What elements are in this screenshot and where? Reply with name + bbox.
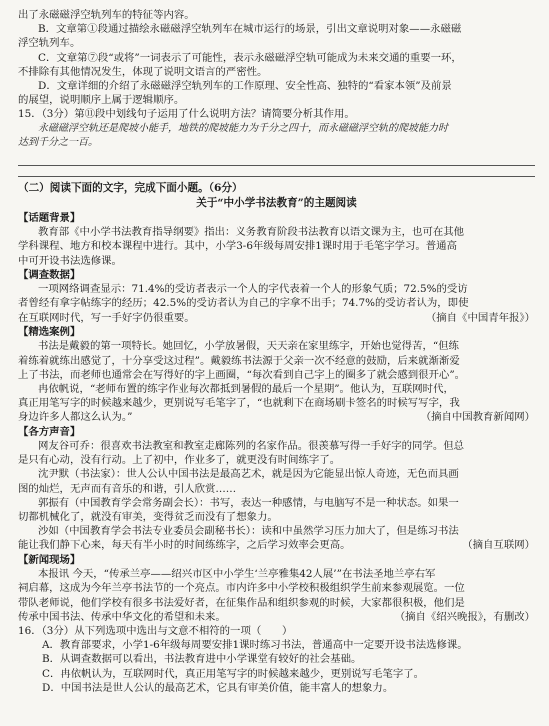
text-line: 出了永磁磁浮空轨列车的特征等内容。 <box>18 9 195 21</box>
text-span: 在互联网时代，写一手好字仍很重要。 <box>18 311 195 324</box>
option-c-line: C．文章第⑦段“或将”一词表示了可能性，表示永磁磁浮空轨可能成为未来交通的重要一环， <box>38 51 462 64</box>
handwritten-answer: 达到千分之一百。 <box>18 136 98 148</box>
text-span: 传承中国书法、传承中华文化的希望和未来。 <box>18 610 226 623</box>
option-c[interactable]: C．冉依帆认为，互联网时代，真正用笔写字的时候越来越少，更别说写毛笔字了。 <box>42 667 425 680</box>
option-d-line: 的展望，说明顺序上属于逻辑顺序。 <box>18 94 185 107</box>
text-line: 切都机械化了，就没有审美，变得贫乏而没有了想象力。 <box>18 511 278 524</box>
option-c-line: 不排除有其他情况发生，体现了说明文语言的严密性。 <box>18 65 268 78</box>
source-citation: （摘自《中国青年报》） <box>425 311 535 324</box>
source-citation: （摘自中国教育新闻网） <box>420 411 535 424</box>
section-label: 【新闻现场】 <box>18 553 81 566</box>
text-line: 图的灿烂，无声而有音乐的和谐，引人欣赏…… <box>18 482 237 495</box>
text-line: 冉依帆说，“老师布置的练字作业每次都抵到暑假的最后一个星期”。他认为，互联网时代， <box>38 382 454 395</box>
text-line: 中可开设书法选修课。 <box>18 254 122 267</box>
answer-rule <box>18 150 535 166</box>
text-line <box>18 538 535 552</box>
text-line: 网友谷可乔：很喜欢书法教室和教室走廊陈列的名家作品。很羡慕写得一手好字的同学。但总 <box>38 440 465 453</box>
reading-title: 关于“中小学书法教育”的主题阅读 <box>196 196 357 209</box>
option-d-line: D．文章详细的介绍了永磁磁浮空轨列车的工作原理、安全性高、独特的“看家本领”及前景 <box>38 80 452 93</box>
question-15: 15．（3分）第⑪段中划线句子运用了什么说明方法？请简要分析其作用。 <box>18 108 355 121</box>
section-label: 【精选案例】 <box>18 325 81 338</box>
text-line: 祠启幕，这成为今年兰亭书法节的一个亮点。市内许多中小学校积极组织学生前来参观展览。一位 <box>18 582 465 595</box>
text-line <box>18 311 535 325</box>
question-16: 16．（3分）从下列选项中选出与文意不相符的一项（ ） <box>18 625 293 637</box>
source-citation: （摘自《绍兴晚报》，有删改） <box>394 610 535 623</box>
text-line <box>18 610 535 624</box>
text-line: 书法是戴毅的第一项特长。她回忆，小学放暑假，天天亲在家里练字，开始也觉得苦，“但练 <box>38 340 459 353</box>
source-citation: （摘自互联网） <box>462 539 535 552</box>
option-a[interactable]: A．教育部要求，小学1-6年级每周要安排1课时练习书法，普通高中一定要开设书法选修课。 <box>42 639 468 652</box>
text-line <box>18 410 535 424</box>
text-line: 一项网络调查显示：71.4%的受访者表示一个人的字代表着一个人的形象气质；72.5%的受访 <box>38 283 468 296</box>
text-line: 沙如（中国教育学会书法专业委员会副秘书长）：读和中虽然学习压力加大了，但是练习书法 <box>38 525 459 538</box>
section-label: 【话题背景】 <box>18 211 81 224</box>
part2-heading: （二）阅读下面的文字，完成下面小题。（6分） <box>18 181 243 194</box>
text-line: 郭振有（中国教育学会常务副会长）：书写，表达一种感情，与电脑写不是一种状态。如果一 <box>38 496 459 509</box>
text-line: 着练着就练出感觉了，十分享受这过程”。戴毅练书法源于父亲一次不经意的鼓励，后来就渐渐爱 <box>18 354 460 367</box>
option-b-line: B．文章第①段通过描绘永磁磁浮空轨列车在城市运行的场景，引出文章说明对象——永磁磁 <box>38 23 462 36</box>
option-b[interactable]: B．从调查数据可以看出，书法教育进中小学课堂有较好的社会基础。 <box>42 653 362 666</box>
text-span: 身边许多人都这么认为。” <box>18 411 133 424</box>
text-line: 带队老师说，他们学校有很多书法爱好者，在征集作品和组织参观的时候，大家都很积极，他们是 <box>18 596 465 609</box>
text-line: 真正用笔写字的时候越来越少，更别说写毛笔字了，“也就剩下在商场刷卡签名的时候写写字，我 <box>18 397 460 410</box>
option-d[interactable]: D．中国书法是世人公认的最高艺术，它具有审美价值，能丰富人的想象力。 <box>42 681 394 694</box>
text-line: 是只有心动，没有行动。上了初中，作业多了，就更没有时间练字了。 <box>18 454 341 467</box>
handwritten-answer: 永磁磁浮空轨还是爬坡小能手，地铁的爬坡能力为千分之四十，而永磁磁浮空轨的爬坡能力时 <box>38 122 448 134</box>
section-label: 【各方声音】 <box>18 425 81 438</box>
text-line: 本报讯 今天，“传承兰亭——绍兴市区中小学生‘兰亭雅集42人展’”在书法圣地兰亭右军 <box>38 568 436 581</box>
answer-rule <box>18 166 535 177</box>
text-line: 沈尹默（书法家）：世人公认中国书法是最高艺术，就是因为它能显出惊人奇迹，无色而具画 <box>38 468 459 481</box>
text-line: 教育部《中小学书法教育指导纲要》指出：义务教育阶段书法教育以语文课为主，也可在其他 <box>38 226 465 239</box>
text-line: 上了书法，而老师也通常会在写得好的字上画圈，“每次看到自己字上的圈多了就会感到很开心”。 <box>18 368 466 381</box>
text-line: 学科课程、地方和校本课程中进行。其中，小学3-6年级每周安排1课时用于毛笔字学习。普通高 <box>18 240 457 253</box>
section-label: 【调查数据】 <box>18 268 81 281</box>
option-b-line: 浮空轨列车。 <box>18 37 81 50</box>
text-line: 者曾经有拿字帖练字的经历；42.5%的受访者认为自己的字拿不出手；74.7%的受访者认为，即使 <box>18 297 469 310</box>
text-span: 能让我们静下心来，每天有半小时的时间练练字，之后学习效率会更高。 <box>18 539 351 552</box>
